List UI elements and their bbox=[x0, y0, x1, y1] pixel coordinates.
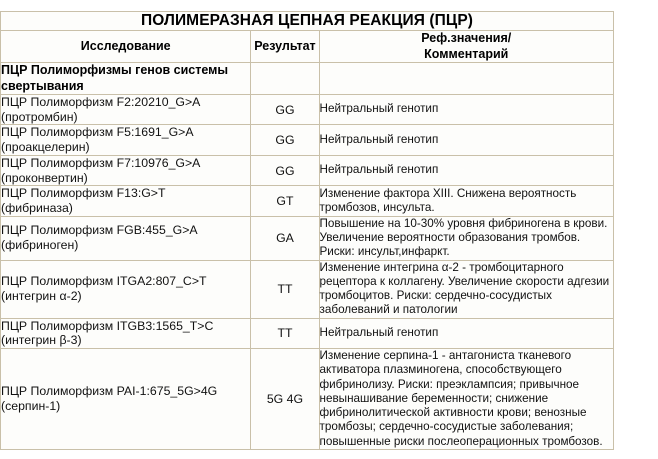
pcr-results-table bbox=[0, 11, 614, 450]
study-name: ПЦР Полиморфизм F13:G>T bbox=[1, 186, 166, 201]
study-subtitle: (протромбин) bbox=[1, 109, 78, 124]
table-row bbox=[1, 186, 614, 217]
study-name-cell bbox=[1, 94, 251, 125]
study-subtitle: (фибриназа) bbox=[1, 201, 73, 215]
study-name-cell bbox=[1, 186, 251, 217]
result-value: TT bbox=[251, 260, 319, 318]
group-header-result-cell bbox=[251, 63, 319, 95]
comment-value: Изменение фактора XIII. Снижена вероятность тромбозов, инсульта. bbox=[319, 186, 613, 217]
study-name: ПЦР Полиморфизм F7:10976_G>A bbox=[1, 155, 201, 170]
result-value: GG bbox=[251, 94, 319, 125]
study-subtitle: (интегрин β-3) bbox=[1, 333, 82, 348]
table-row bbox=[1, 94, 614, 125]
study-name: ПЦР Полиморфизм F2:20210_G>A bbox=[1, 94, 201, 109]
comment-value: Изменение серпина-1 - антагониста тканевого активатора плазминогена, способствующего фибринолизу. Риски: преэклампсия; привычное невынашивание беременности; снижение фибринолитической активности крови; венозные тромбозы; сердечно-сосудистые заболевания; повышенные риски послеоперационных тромбозов. bbox=[319, 349, 613, 450]
result-value: 5G 4G bbox=[251, 349, 319, 450]
column-header-comment-line2: Комментарий bbox=[424, 46, 509, 61]
column-header-study: Исследование bbox=[1, 31, 251, 63]
comment-value: Нейтральный генотип bbox=[319, 94, 613, 125]
study-name: ПЦР Полиморфизм ITGB3:1565_T>C bbox=[1, 318, 214, 333]
comment-value: Повышение на 10-30% уровня фибриногена в крови. Увеличение вероятности образования тромбов. Риски: инсульт,инфаркт. bbox=[319, 216, 613, 260]
result-value: GA bbox=[251, 216, 319, 260]
result-value: TT bbox=[251, 318, 319, 349]
comment-value: Изменение интегрина α-2 - тромбоцитарного рецептора к коллагену. Увеличение скорости адгезии тромбоцитов. Риски: сердечно-сосудистых заболеваний и патологии bbox=[319, 260, 613, 318]
group-header-comment-cell bbox=[319, 63, 613, 95]
comment-value: Нейтральный генотип bbox=[319, 125, 613, 156]
table-row bbox=[1, 318, 614, 349]
table-row bbox=[1, 155, 614, 186]
result-value: GT bbox=[251, 186, 319, 217]
table-row bbox=[1, 260, 614, 318]
study-subtitle: (проконвертин) bbox=[1, 170, 88, 185]
group-header-row bbox=[1, 63, 614, 95]
result-value: GG bbox=[251, 155, 319, 186]
study-subtitle: (проакцелерин) bbox=[1, 140, 90, 154]
table-title-row bbox=[1, 12, 614, 31]
table-row bbox=[1, 216, 614, 260]
table-row bbox=[1, 349, 614, 450]
result-value: GG bbox=[251, 125, 319, 156]
group-header-label: ПЦР Полиморфизмы генов системы свертывания bbox=[1, 63, 251, 95]
page-title: ПОЛИМЕРАЗНАЯ ЦЕПНАЯ РЕАКЦИЯ (ПЦР) bbox=[1, 12, 614, 31]
study-name-cell bbox=[1, 125, 251, 156]
study-name-cell bbox=[1, 318, 251, 349]
study-subtitle: (фибриноген) bbox=[1, 238, 79, 253]
table-row bbox=[1, 125, 614, 156]
comment-value: Нейтральный генотип bbox=[319, 318, 613, 349]
study-name-cell bbox=[1, 260, 251, 318]
study-subtitle: (серпин-1) bbox=[1, 399, 61, 414]
study-subtitle: (интегрин α-2) bbox=[1, 289, 82, 304]
column-header-result: Результат bbox=[251, 31, 319, 63]
comment-value: Нейтральный генотип bbox=[319, 155, 613, 186]
study-name: ПЦР Полиморфизм ITGA2:807_C>T bbox=[1, 274, 207, 289]
table-header-row bbox=[1, 31, 614, 63]
column-header-comment-line1: Реф.значения/ bbox=[421, 31, 512, 45]
study-name: ПЦР Полиморфизм FGB:455_G>A bbox=[1, 223, 198, 238]
column-header-comment bbox=[319, 31, 613, 63]
study-name-cell bbox=[1, 216, 251, 260]
study-name-cell bbox=[1, 155, 251, 186]
study-name-cell bbox=[1, 349, 251, 450]
study-name: ПЦР Полиморфизм PAI-1:675_5G>4G bbox=[1, 384, 218, 399]
study-name: ПЦР Полиморфизм F5:1691_G>A bbox=[1, 125, 194, 140]
